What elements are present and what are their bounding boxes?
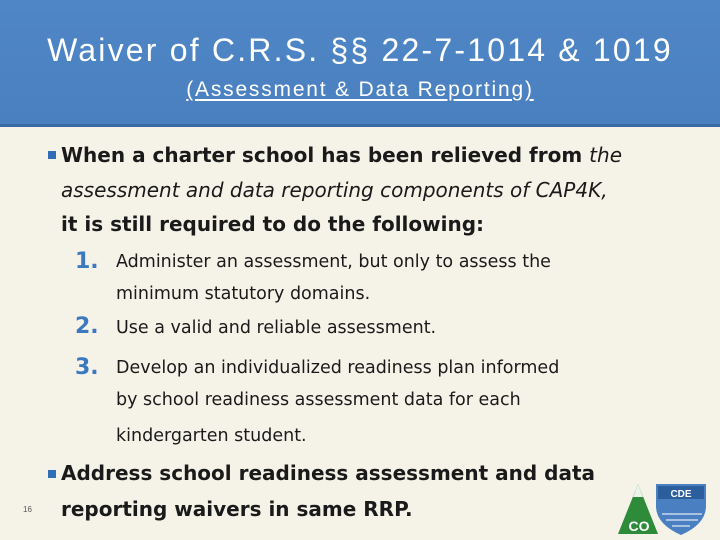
item-3-line-1: Develop an individualized readiness plan informed [116,358,560,378]
bullet-2-line-1: Address school readiness assessment and data [61,461,596,485]
item-1-line-1: Administer an assessment, but only to assess the [116,252,551,272]
bullet-1-line-2: assessment and data reporting components of CAP4K, [61,178,608,202]
bullet-square-icon [48,151,56,159]
bullet-1-line-1-text: When a charter school has been relieved from [61,143,590,167]
bullet-1-line-3: it is still required to do the following: [61,212,485,236]
item-3-line-2: by school readiness assessment data for each [116,390,521,410]
cde-colorado-logo [618,478,710,536]
item-3-number: 3. [75,355,99,380]
slide-subtitle: (Assessment & Data Reporting) [186,78,534,101]
bullet-square-icon [48,470,56,478]
logo-bottom-text: CO [628,518,650,534]
bullet-2-line-2: reporting waivers in same RRP. [61,497,413,521]
bullet-1-line-1 [61,143,622,167]
bullet-1-line-1-italic: the [589,143,622,167]
cde-logo-icon [618,478,710,536]
item-1-number: 1. [75,249,99,274]
slide-title: Waiver of C.R.S. §§ 22-7-1014 & 1019 [47,32,673,68]
logo-top-text: CDE [670,489,692,500]
page-number: 16 [23,505,32,514]
title-bar-divider [0,124,720,127]
item-3-line-3: kindergarten student. [116,426,307,446]
item-1-line-2: minimum statutory domains. [116,284,371,304]
item-2-line-1: Use a valid and reliable assessment. [116,318,437,338]
item-2-number: 2. [75,314,99,339]
